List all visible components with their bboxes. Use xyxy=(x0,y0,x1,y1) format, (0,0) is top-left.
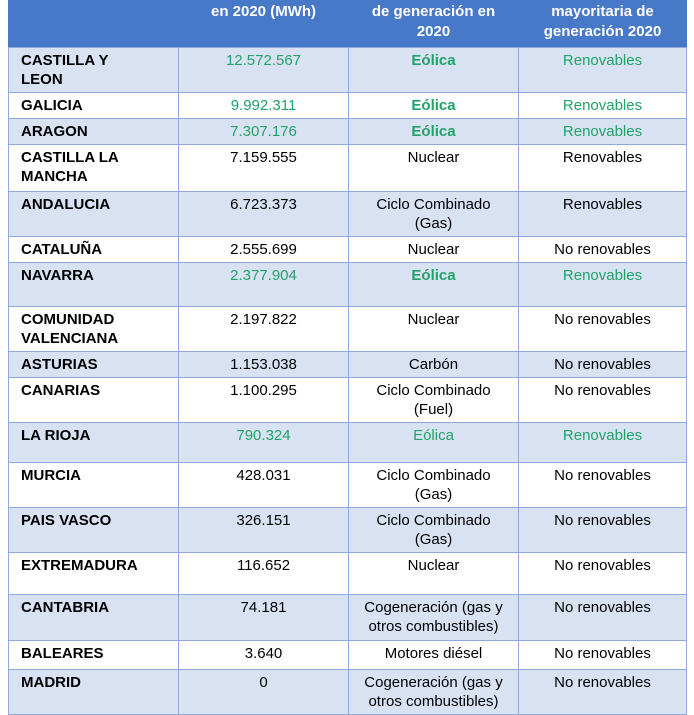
region-cell: MURCIA xyxy=(9,463,179,508)
region-cell: CANTABRIA xyxy=(9,595,179,641)
header-cell-region xyxy=(9,1,179,48)
generation-value-cell: 326.151 xyxy=(179,508,349,553)
generation-value-cell: 1.153.038 xyxy=(179,352,349,378)
majority-tech-cell: Renovables xyxy=(519,145,687,192)
region-cell: NAVARRA xyxy=(9,263,179,307)
generation-value-cell: 7.307.176 xyxy=(179,119,349,145)
generation-value-cell: 74.181 xyxy=(179,595,349,641)
region-cell: ANDALUCIA xyxy=(9,192,179,237)
generation-value-cell: 790.324 xyxy=(179,423,349,463)
generation-value-cell: 3.640 xyxy=(179,641,349,670)
table-row xyxy=(9,508,687,553)
majority-tech-cell: Renovables xyxy=(519,423,687,463)
table-row xyxy=(9,463,687,508)
header-cell-main-source: de generación en 2020 xyxy=(349,1,519,48)
majority-tech-cell: No renovables xyxy=(519,463,687,508)
main-source-cell: Ciclo Combinado (Gas) xyxy=(349,463,519,508)
majority-tech-cell: No renovables xyxy=(519,352,687,378)
main-source-cell: Ciclo Combinado (Gas) xyxy=(349,508,519,553)
majority-tech-cell: Renovables xyxy=(519,263,687,307)
generation-value-cell: 9.992.311 xyxy=(179,93,349,119)
majority-tech-cell: Renovables xyxy=(519,119,687,145)
majority-tech-cell: No renovables xyxy=(519,595,687,641)
generation-value-cell: 12.572.567 xyxy=(179,48,349,93)
main-source-cell: Ciclo Combinado (Gas) xyxy=(349,192,519,237)
majority-tech-cell: No renovables xyxy=(519,237,687,263)
region-cell: ARAGON xyxy=(9,119,179,145)
header-row xyxy=(9,1,687,48)
generation-value-cell: 7.159.555 xyxy=(179,145,349,192)
majority-tech-cell: Renovables xyxy=(519,93,687,119)
main-source-cell: Eólica xyxy=(349,119,519,145)
table-row xyxy=(9,423,687,463)
table-row xyxy=(9,145,687,192)
table-row xyxy=(9,641,687,670)
table-row xyxy=(9,352,687,378)
main-source-cell: Cogeneración (gas y otros combustibles) xyxy=(349,595,519,641)
generation-value-cell: 2.555.699 xyxy=(179,237,349,263)
generation-value-cell: 1.100.295 xyxy=(179,378,349,423)
main-source-cell: Cogeneración (gas y otros combustibles) xyxy=(349,670,519,715)
table-body xyxy=(9,48,687,715)
region-cell: GALICIA xyxy=(9,93,179,119)
region-cell: EXTREMADURA xyxy=(9,553,179,595)
table-row xyxy=(9,378,687,423)
generation-value-cell: 2.197.822 xyxy=(179,307,349,352)
generation-value-cell: 428.031 xyxy=(179,463,349,508)
generation-value-cell: 2.377.904 xyxy=(179,263,349,307)
majority-tech-cell: No renovables xyxy=(519,307,687,352)
generation-value-cell: 116.652 xyxy=(179,553,349,595)
main-source-cell: Eólica xyxy=(349,93,519,119)
region-cell: CATALUÑA xyxy=(9,237,179,263)
table-header xyxy=(9,1,687,48)
region-cell: COMUNIDAD VALENCIANA xyxy=(9,307,179,352)
majority-tech-cell: No renovables xyxy=(519,378,687,423)
majority-tech-cell: Renovables xyxy=(519,48,687,93)
region-cell: BALEARES xyxy=(9,641,179,670)
region-cell: CASTILLA LA MANCHA xyxy=(9,145,179,192)
main-source-cell: Nuclear xyxy=(349,553,519,595)
main-source-cell: Nuclear xyxy=(349,237,519,263)
main-source-cell: Eólica xyxy=(349,423,519,463)
generation-table xyxy=(8,0,687,715)
table-row xyxy=(9,93,687,119)
table-row xyxy=(9,48,687,93)
table-row xyxy=(9,307,687,352)
generation-value-cell: 6.723.373 xyxy=(179,192,349,237)
majority-tech-cell: No renovables xyxy=(519,553,687,595)
table-row xyxy=(9,263,687,307)
main-source-cell: Nuclear xyxy=(349,145,519,192)
table-row xyxy=(9,119,687,145)
table-row xyxy=(9,192,687,237)
main-source-cell: Carbón xyxy=(349,352,519,378)
region-cell: CASTILLA Y LEON xyxy=(9,48,179,93)
majority-tech-cell: No renovables xyxy=(519,641,687,670)
table-row xyxy=(9,553,687,595)
header-cell-majority-tech: mayoritaria de generación 2020 xyxy=(519,1,687,48)
table-row xyxy=(9,237,687,263)
region-cell: PAIS VASCO xyxy=(9,508,179,553)
main-source-cell: Eólica xyxy=(349,48,519,93)
table-row xyxy=(9,595,687,641)
main-source-cell: Eólica xyxy=(349,263,519,307)
region-cell: LA RIOJA xyxy=(9,423,179,463)
majority-tech-cell: No renovables xyxy=(519,670,687,715)
generation-value-cell: 0 xyxy=(179,670,349,715)
region-cell: MADRID xyxy=(9,670,179,715)
main-source-cell: Ciclo Combinado (Fuel) xyxy=(349,378,519,423)
region-cell: ASTURIAS xyxy=(9,352,179,378)
table-row xyxy=(9,670,687,715)
header-cell-generation: en 2020 (MWh) xyxy=(179,1,349,48)
majority-tech-cell: Renovables xyxy=(519,192,687,237)
majority-tech-cell: No renovables xyxy=(519,508,687,553)
main-source-cell: Nuclear xyxy=(349,307,519,352)
region-cell: CANARIAS xyxy=(9,378,179,423)
main-source-cell: Motores diésel xyxy=(349,641,519,670)
